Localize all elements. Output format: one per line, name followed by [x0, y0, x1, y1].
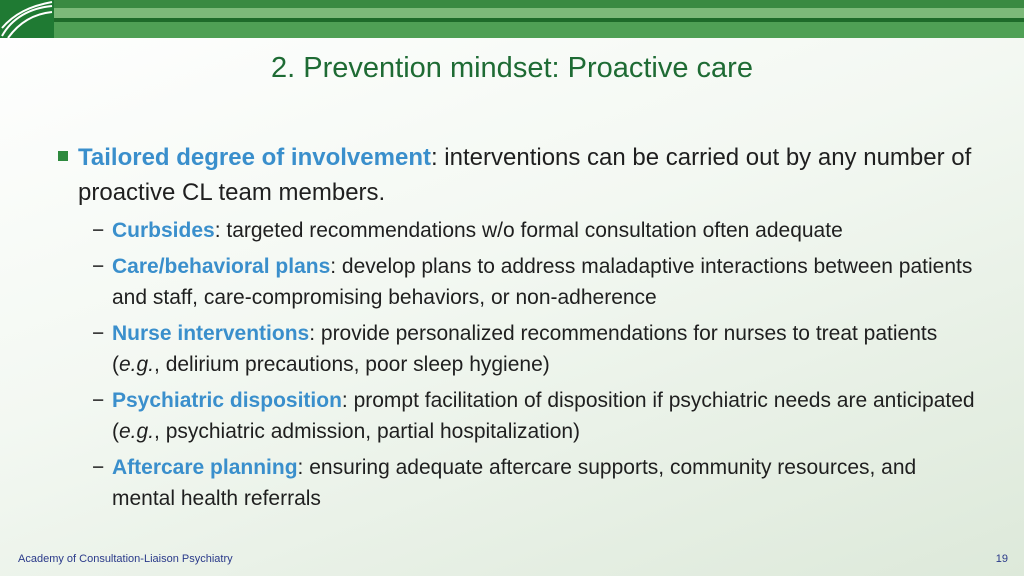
list-item — [92, 215, 978, 246]
list-item-text: : develop plans to address maladaptive interactions between patients and staff, care-compromising behaviors, or non-adherence — [112, 255, 973, 309]
dash-bullet-icon: − — [92, 322, 105, 345]
dash-bullet-icon: − — [92, 255, 105, 278]
main-bullet-text: : interventions can be carried out by any number of proactive CL team members. — [78, 144, 972, 206]
list-item — [92, 385, 978, 447]
list-item-text: : provide personalized recommendations for nurses to treat patients ( — [112, 322, 938, 376]
list-item-text-end: , delirium precautions, poor sleep hygiene) — [154, 353, 550, 376]
main-bullet — [58, 140, 978, 210]
curved-lines-logo-icon — [0, 0, 54, 38]
footer-organization: Academy of Consultation-Liaison Psychiatry — [18, 553, 233, 565]
list-item-text: : ensuring adequate aftercare supports, community resources, and mental health referrals — [112, 456, 917, 510]
list-item-highlight: Care/behavioral plans — [112, 255, 331, 278]
dash-bullet-icon: − — [92, 389, 105, 412]
list-item-emphasis: e.g. — [119, 420, 155, 443]
dash-bullet-icon: − — [92, 456, 105, 479]
list-item-highlight: Curbsides — [112, 219, 215, 242]
list-item-text-end: , psychiatric admission, partial hospitalization) — [154, 420, 581, 443]
list-item-highlight: Aftercare planning — [112, 456, 298, 479]
list-item — [92, 318, 978, 380]
list-item-text: : targeted recommendations w/o formal consultation often adequate — [214, 219, 843, 242]
dash-bullet-icon: − — [92, 219, 105, 242]
slide-content — [58, 140, 978, 514]
slide-title: 2. Prevention mindset: Proactive care — [271, 52, 753, 84]
square-bullet-icon — [58, 151, 68, 161]
list-item — [92, 251, 978, 313]
list-item-emphasis: e.g. — [119, 353, 155, 376]
page-number: 19 — [995, 553, 1008, 565]
list-item-highlight: Nurse interventions — [112, 322, 310, 345]
logo — [0, 0, 54, 38]
header-bar — [54, 0, 1024, 38]
list-item — [92, 452, 978, 514]
list-item-text: : prompt facilitation of disposition if psychiatric needs are anticipated ( — [112, 389, 975, 443]
list-item-highlight: Psychiatric disposition — [112, 389, 342, 412]
main-bullet-highlight: Tailored degree of involvement — [78, 144, 431, 171]
